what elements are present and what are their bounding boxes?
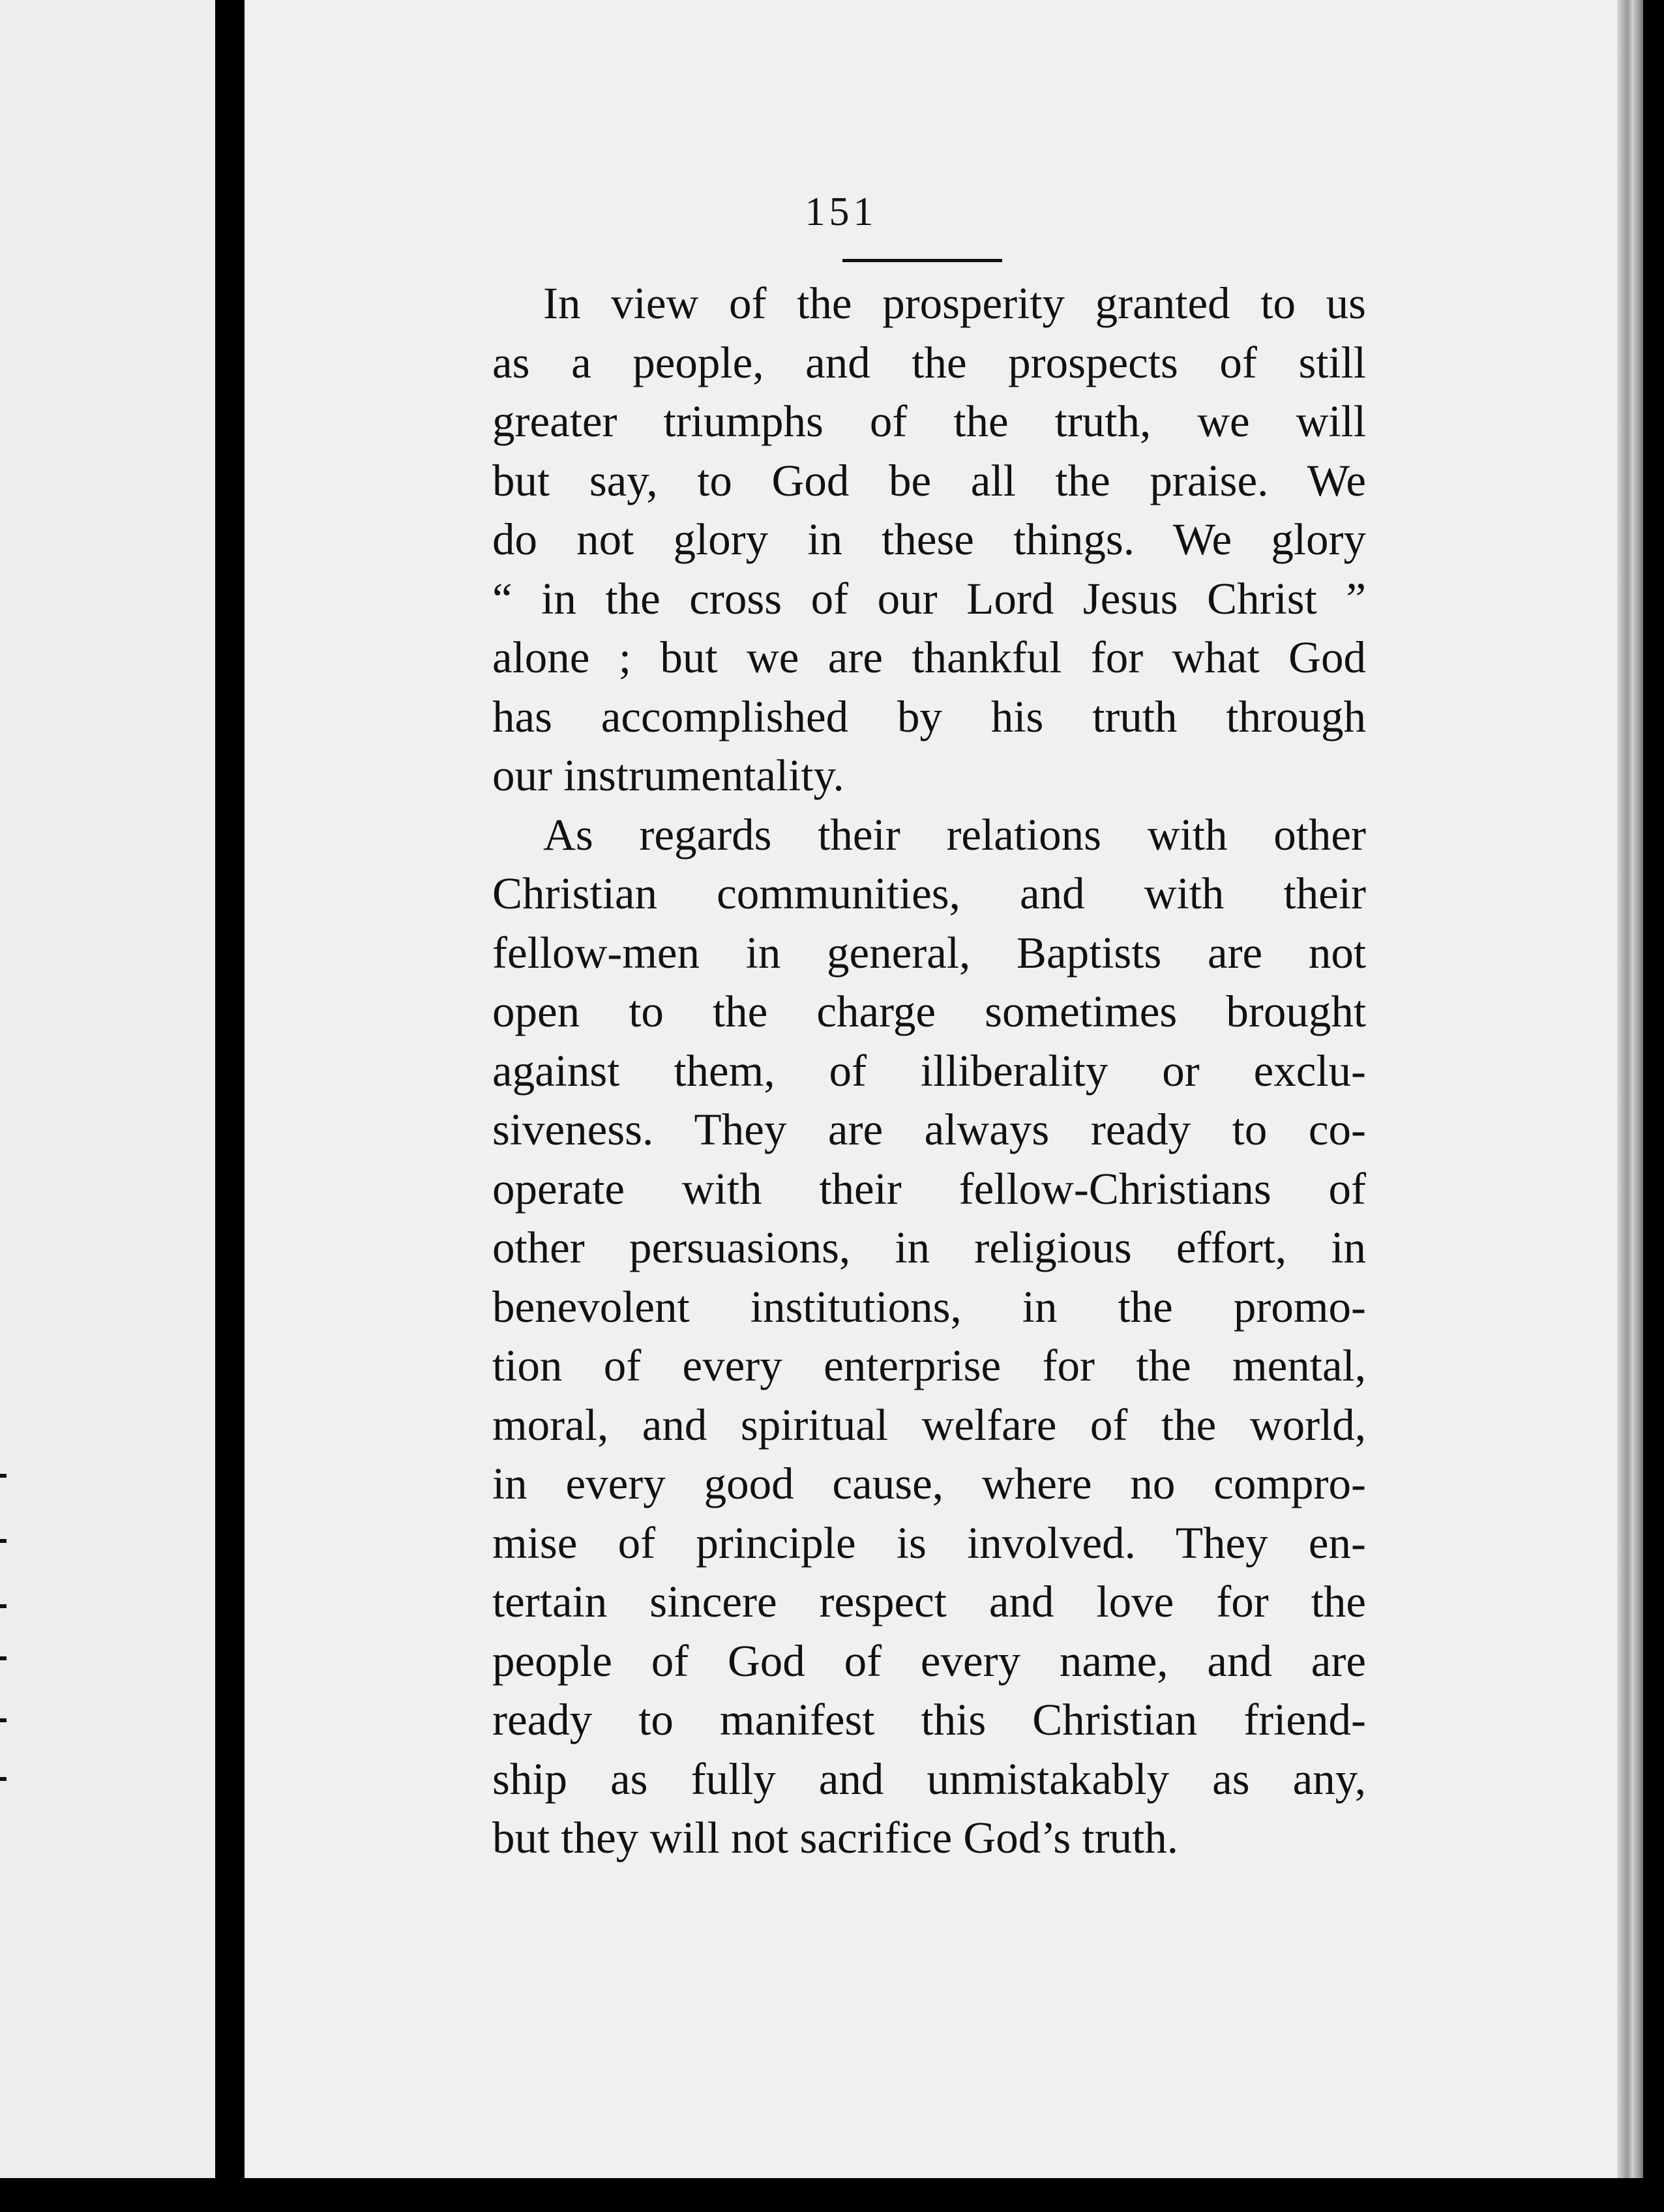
text-line: siveness. They are always ready to co- <box>492 1105 1366 1154</box>
text-line: tertain sincere respect and love for the <box>492 1577 1366 1626</box>
text-fragment-mark <box>0 1604 7 1608</box>
text-line: but say, to God be all the praise. We <box>492 455 1366 505</box>
text-line: has accomplished by his truth through <box>492 691 1366 741</box>
text-line: people of God of every name, and are <box>492 1636 1366 1686</box>
text-fragment-mark <box>0 1474 7 1478</box>
text-line: other persuasions, in religious effort, in <box>492 1223 1366 1272</box>
text-line: “ in the cross of our Lord Jesus Christ ” <box>492 573 1366 623</box>
text-line: in every good cause, where no compro- <box>492 1459 1366 1508</box>
text-fragment-mark <box>0 1718 7 1722</box>
text-line: benevolent institutions, in the promo- <box>492 1281 1366 1332</box>
page-number-rule <box>842 259 1002 262</box>
text-fragment-mark <box>0 1539 7 1543</box>
text-line: As regards their relations with other <box>543 809 1366 859</box>
text-line: tion of every enterprise for the mental, <box>492 1341 1366 1390</box>
text-line: ready to manifest this Christian friend- <box>492 1695 1366 1744</box>
text-line: Christian communities, and with their <box>492 869 1366 918</box>
text-fragment-mark <box>0 1777 7 1781</box>
left-page <box>0 0 215 2178</box>
text-line: alone ; but we are thankful for what God <box>492 633 1366 682</box>
text-line: In view of the prosperity granted to us <box>543 278 1366 328</box>
text-fragment-mark <box>0 1656 7 1660</box>
book-gutter <box>215 0 245 2212</box>
left-page-text-fragments <box>0 1474 13 1800</box>
text-line: but they will not sacrifice God’s truth. <box>492 1813 1179 1862</box>
text-line: operate with their fellow-Christians of <box>492 1163 1366 1214</box>
text-line: open to the charge sometimes brought <box>492 987 1366 1036</box>
text-line: against them, of illiberality or exclu- <box>492 1045 1366 1096</box>
text-line: moral, and spiritual welfare of the world, <box>492 1399 1366 1450</box>
text-line: our instrumentality. <box>492 751 844 800</box>
paragraph-1 <box>492 274 1366 805</box>
text-line: mise of principle is involved. They en- <box>492 1517 1366 1568</box>
page-number: 151 <box>805 190 878 234</box>
text-line: fellow-men in general, Baptists are not <box>492 927 1366 978</box>
text-line: as a people, and the prospects of still <box>492 337 1366 387</box>
body-text <box>492 274 1366 1868</box>
text-line: do not glory in these things. We glory <box>492 515 1366 564</box>
text-line: greater triumphs of the truth, we will <box>492 396 1366 446</box>
paragraph-2 <box>492 805 1366 1868</box>
page-edge <box>1617 0 1643 2178</box>
text-line: ship as fully and unmistakably as any, <box>492 1754 1366 1804</box>
